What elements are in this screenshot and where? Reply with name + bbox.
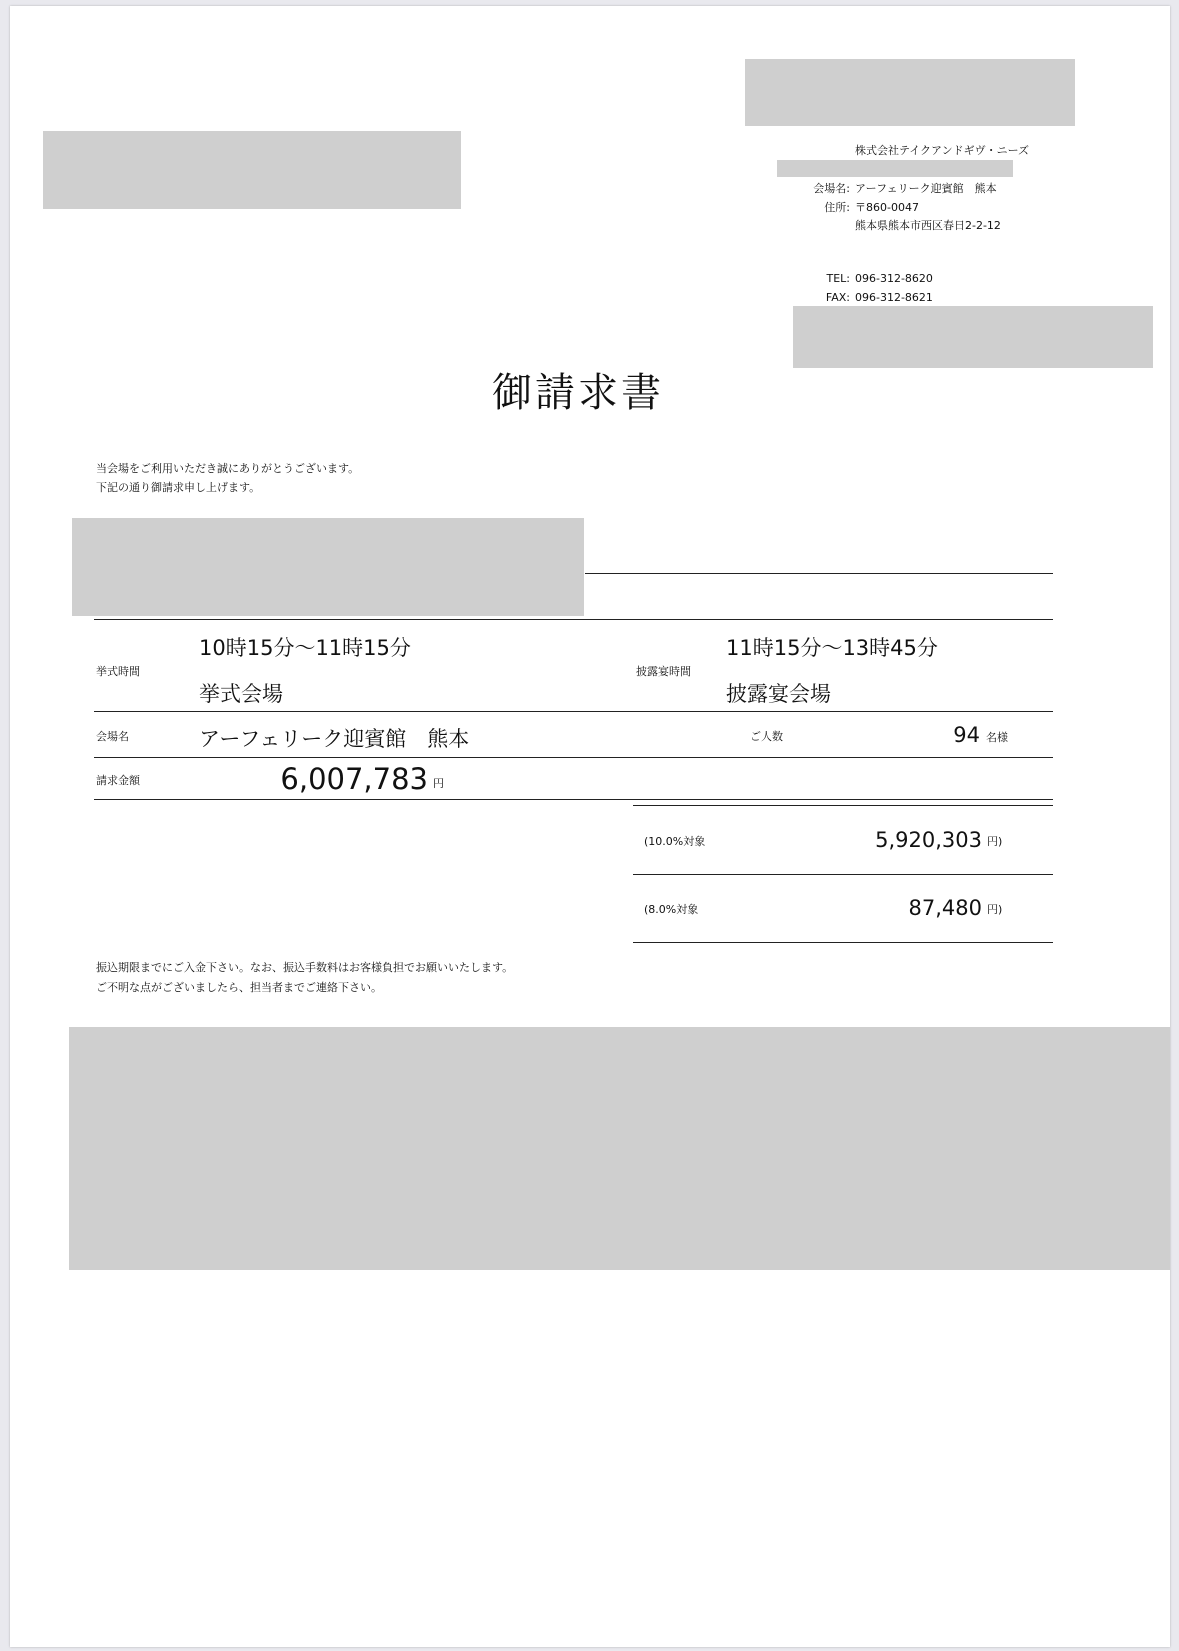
tax-10-value: 5,920,303: [875, 828, 982, 852]
table-line-top: [94, 619, 1053, 620]
address-value: 熊本県熊本市西区春日2-2-12: [855, 219, 1001, 232]
tax-10-unit: 円): [987, 835, 1003, 848]
redacted-block-recipient: [43, 131, 461, 209]
ceremony-time-label: 挙式時間: [96, 665, 140, 678]
venue-name-label: 会場名: [96, 730, 129, 743]
guests-count: 94: [953, 723, 980, 747]
note-line-1: 振込期限までにご入金下さい。なお、振込手数料はお客様負担でお願いいたします。: [96, 961, 514, 974]
venue-label: 会場名:: [813, 182, 850, 195]
fax-label: FAX:: [825, 291, 850, 304]
tax-line-top: [633, 805, 1053, 806]
tax-8-value: 87,480: [908, 896, 982, 920]
ceremony-venue: 挙式会場: [199, 682, 283, 706]
tax-line-bottom: [633, 942, 1053, 943]
reception-venue: 披露宴会場: [726, 682, 831, 706]
company-name: 株式会社テイクアンドギヴ・ニーズ: [855, 144, 1030, 157]
redacted-block-company-line: [777, 160, 1013, 177]
fax-value: 096-312-8621: [855, 291, 933, 304]
amount-label: 請求金額: [96, 774, 140, 787]
redacted-block-client: [72, 518, 584, 616]
table-line-2: [94, 711, 1053, 712]
client-underline: [585, 573, 1053, 574]
tax-line-mid: [633, 874, 1053, 875]
page-title: 御請求書: [492, 370, 664, 416]
amount-unit: 円: [433, 777, 444, 790]
venue-name: アーフェリーク迎賓館 熊本: [199, 727, 470, 751]
redacted-block-bank: [69, 1027, 1170, 1270]
tax-8-unit: 円): [987, 903, 1003, 916]
tax-8-label: (8.0%対象: [644, 903, 699, 916]
table-line-4: [94, 799, 1053, 800]
intro-line-2: 下記の通り御請求申し上げます。: [96, 481, 261, 494]
venue-value: アーフェリーク迎賓館 熊本: [855, 182, 997, 195]
address-label: 住所:: [824, 201, 850, 214]
amount-value: 6,007,783: [280, 762, 428, 796]
postal-code: 〒860-0047: [855, 201, 919, 214]
tax-10-label: (10.0%対象: [644, 835, 706, 848]
redacted-block-logo: [745, 59, 1075, 126]
guests-label: ご人数: [750, 730, 783, 743]
guests-unit: 名様: [986, 731, 1008, 744]
reception-time: 11時15分〜13時45分: [726, 636, 938, 660]
invoice-page: [10, 6, 1170, 1647]
tel-label: TEL:: [826, 272, 850, 285]
ceremony-time: 10時15分〜11時15分: [199, 636, 411, 660]
intro-line-1: 当会場をご利用いただき誠にありがとうございます。: [96, 462, 360, 475]
table-line-3: [94, 757, 1053, 758]
tel-value: 096-312-8620: [855, 272, 933, 285]
reception-time-label: 披露宴時間: [636, 665, 691, 678]
redacted-block-stamp: [793, 306, 1153, 368]
note-line-2: ご不明な点がございましたら、担当者までご連絡下さい。: [96, 981, 382, 994]
